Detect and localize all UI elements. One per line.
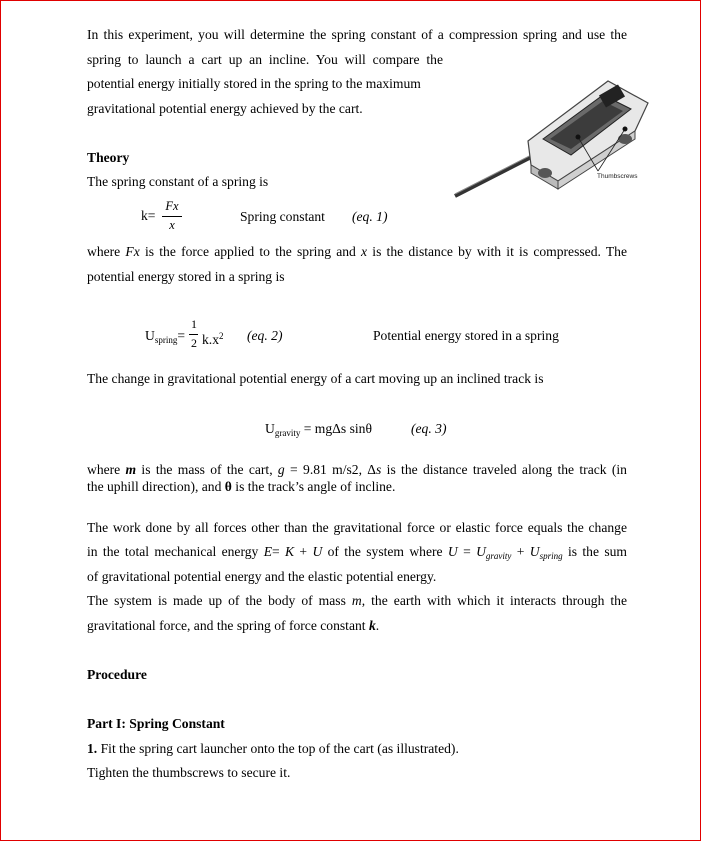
part1-heading: Part I: Spring Constant [87, 716, 225, 731]
cart-launcher-figure [453, 69, 663, 199]
thumbscrew [576, 135, 581, 140]
theory-where-1: where Fx is the force applied to the spring and x is the distance by with it is compressed. The [87, 244, 627, 259]
eq1-numerator: Fx [165, 199, 179, 213]
work-line-1: The work done by all forces other than the gravitational force or elastic force equals the change [87, 520, 627, 535]
eq2-description: Potential energy stored in a spring [373, 328, 559, 343]
intro-line-3: potential energy initially stored in the spring to the maximum [87, 76, 421, 91]
eq2-fraction-bar [189, 334, 198, 335]
theory-where-2-line-1: where m is the mass of the cart, g = 9.81 m/s2, Δs is the distance traveled along the track (in [87, 462, 627, 477]
eq3-tag: (eq. 3) [411, 421, 447, 436]
theory-where-2-line-2: the uphill direction), and θ is the track’s angle of incline. [87, 479, 396, 494]
cart-wheel [618, 134, 632, 144]
work-line-4: The system is made up of the body of mass m, the earth with which it interacts through the [87, 593, 628, 608]
eq2-numerator: 1 [191, 317, 197, 331]
procedure-heading: Procedure [87, 667, 147, 682]
work-line-5: gravitational force, and the spring of force constant k. [87, 618, 380, 633]
theory-where-1-line-2: potential energy stored in a spring is [87, 269, 285, 284]
step-1-line-2: Tighten the thumbscrews to secure it. [87, 765, 291, 780]
theory-change-line: The change in gravitational potential energy of a cart moving up an inclined track is [87, 371, 544, 386]
eq1-denominator: x [169, 218, 175, 232]
eq2-tag: (eq. 2) [247, 328, 283, 343]
eq2-lhs: $U_{spring}=$ [145, 328, 185, 345]
intro-line-2: spring to launch a cart up an incline. You will compare the [87, 52, 443, 67]
intro-line-1: In this experiment, you will determine the spring constant of a compression spring and use the [87, 27, 627, 42]
intro-line-4: gravitational potential energy achieved by the cart. [87, 101, 363, 116]
theory-line-1: The spring constant of a spring is [87, 174, 269, 189]
thumbscrew [623, 127, 628, 132]
eq1-description: Spring constant [240, 209, 325, 224]
eq1-tag: (eq. 1) [352, 209, 388, 224]
eq2-rest: $k.x^2$ [202, 331, 224, 347]
eq1-lhs: k= [141, 208, 156, 223]
work-line-3: of gravitational potential energy and the elastic potential energy. [87, 569, 437, 584]
theory-heading: Theory [87, 150, 130, 165]
eq2-denominator: 2 [191, 336, 197, 350]
step-1: 1. Fit the spring cart launcher onto the top of the cart (as illustrated). [87, 741, 459, 756]
eq3-body: $U_{gravity} = mg\Delta s$ sinθ [265, 421, 372, 438]
eq1-fraction-bar [162, 216, 182, 217]
cart-wheel [538, 168, 552, 178]
work-line-2: in the total mechanical energy E= K + U of the system where $U = U_{gravity} + U_{spring}$ is the sum [87, 544, 627, 561]
thumbscrews-label: Thumbscrews [597, 173, 638, 180]
